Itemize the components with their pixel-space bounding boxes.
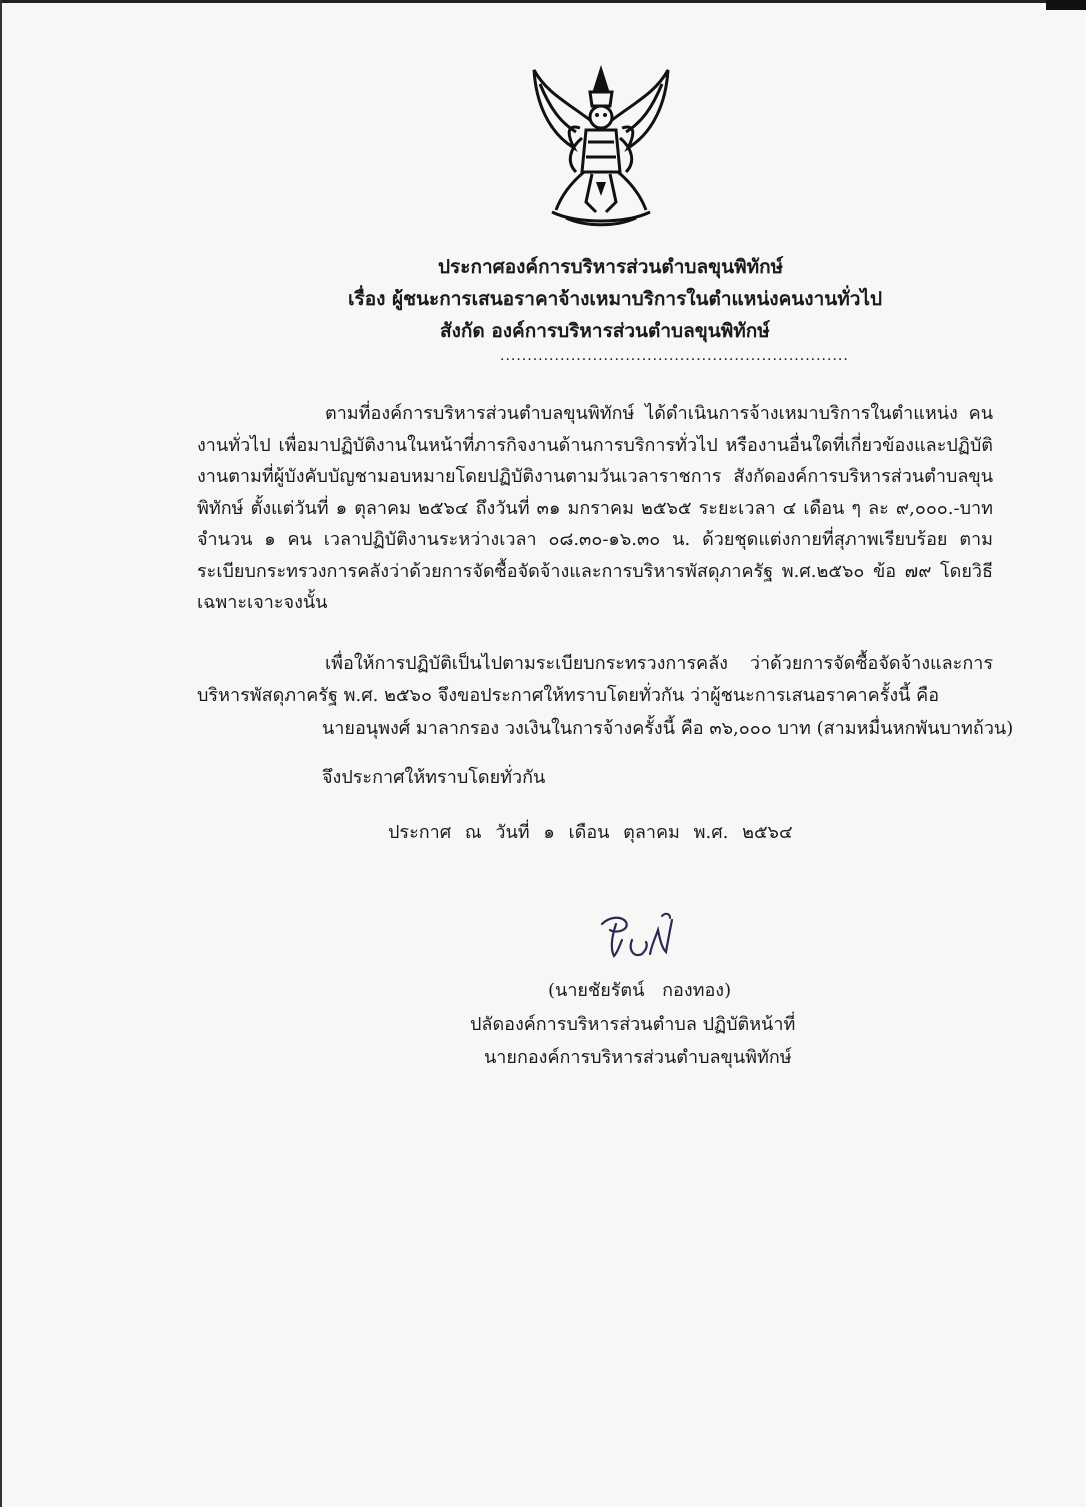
scan-edge-top [0, 0, 1086, 3]
signatory-position-2: นายกองค์การบริหารส่วนตำบลขุนพิทักษ์ [484, 1047, 792, 1068]
header-separator: ................................................................ [500, 348, 849, 364]
garuda-emblem-icon [526, 62, 676, 227]
announcement-subject: เรื่อง ผู้ชนะการเสนอราคาจ้างเหมาบริการในตำแหน่งคนงานทั่วไป [348, 288, 883, 310]
winner-line: นายอนุพงศ์ มาลากรอง วงเงินในการจ้างครั้งนี้ คือ ๓๖,๐๐๐ บาท (สามหมื่นหกพันบาทถ้วน) [322, 718, 1014, 739]
signatory-name: (นายชัยรัตน์ กองทอง) [548, 980, 732, 1001]
body-paragraph-2-text: เพื่อให้การปฏิบัติเป็นไปตามระเบียบกระทรวงการคลัง ว่าด้วยการจัดซื้อจัดจ้างและการบริหารพัสดุภาครัฐ พ.ศ. ๒๕๖๐ จึงขอประกาศให้ทราบโดยทั่วกัน ว่าผู้ชนะการเสนอราคาครั้งนี้ คือ [197, 653, 993, 706]
scan-edge-left [0, 0, 2, 1507]
handwritten-signature [596, 910, 676, 965]
announcement-date: ประกาศ ณ วันที่ ๑ เดือน ตุลาคม พ.ศ. ๒๕๖๔ [388, 822, 793, 843]
announcement-affiliation: สังกัด องค์การบริหารส่วนตำบลขุนพิทักษ์ [440, 320, 770, 342]
signatory-position-1: ปลัดองค์การบริหารส่วนตำบล ปฏิบัติหน้าที่ [470, 1014, 796, 1035]
body-paragraph-1-text: ตามที่องค์การบริหารส่วนตำบลขุนพิทักษ์ ได้ดำเนินการจ้างเหมาบริการในตำแหน่ง คนงานทั่วไป เพื่อมาปฏิบัติงานในหน้าที่ภารกิจงานด้านการบริการทั่วไป หรืองานอื่นใดที่เกี่ยวข้องและปฏิบัติงานตามที่ผู้บังคับบัญชามอบหมายโดยปฏิบัติงานตามวันเวลาราชการ สังกัดองค์การบริหารส่วนตำบลขุนพิทักษ์ ตั้งแต่วันที่ ๑ ตุลาคม ๒๕๖๔ ถึงวันที่ ๓๑ มกราคม ๒๕๖๕ ระยะเวลา ๔ เดือน ๆ ละ ๙,๐๐๐.-บาท จำนวน ๑ คน เวลาปฏิบัติงานระหว่างเวลา ๐๘.๓๐-๑๖.๓๐ น. ด้วยชุดแต่งกายที่สุภาพเรียบร้อย ตามระเบียบกระทรวงการคลังว่าด้วยการจัดซื้อจัดจ้างและการบริหารพัสดุภาครัฐ พ.ศ.๒๕๖๐ ข้อ ๗๙ โดยวิธีเฉพาะเจาะจงนั้น [197, 403, 993, 613]
closing-statement: จึงประกาศให้ทราบโดยทั่วกัน [322, 767, 546, 788]
body-paragraph-1 [197, 398, 993, 619]
scan-corner-mark [1046, 0, 1086, 10]
announcement-title: ประกาศองค์การบริหารส่วนตำบลขุนพิทักษ์ [438, 256, 784, 278]
body-paragraph-2 [197, 648, 993, 711]
